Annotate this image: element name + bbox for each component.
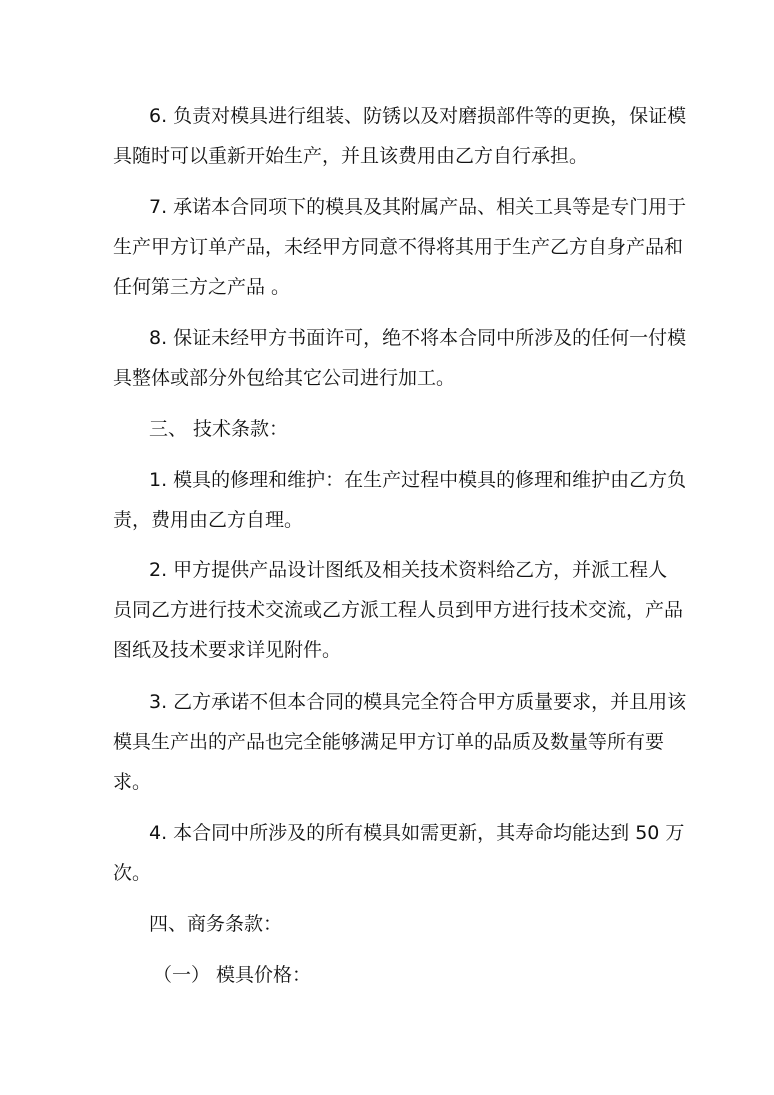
clause-8-line-1: 8. 保证未经甲方书面许可，绝不将本合同中所涉及的任何一付模 (149, 327, 687, 349)
tech-clause-3-line-2: 模具生产出的产品也完全能够满足甲方订单的品质及数量等所有要 (113, 731, 665, 753)
clause-7-line-1: 7. 承诺本合同项下的模具及其附属产品、相关工具等是专门用于 (149, 196, 687, 218)
tech-clause-1-line-2: 责，费用由乙方自理。 (113, 509, 304, 531)
tech-clause-3 (113, 682, 687, 802)
clause-7-line-3: 任何第三方之产品 。 (113, 276, 291, 298)
clause-6 (113, 96, 687, 176)
clause-8-line-2: 具整体或部分外包给其它公司进行加工。 (113, 367, 456, 389)
tech-clause-4-line-2: 次。 (113, 862, 152, 884)
clause-6-line-1: 6. 负责对模具进行组装、防锈以及对磨损部件等的更换，保证模 (149, 105, 687, 127)
section-4-subheading: （一） 模具价格： (153, 964, 312, 986)
tech-clause-2-line-3: 图纸及技术要求详见附件。 (113, 639, 342, 661)
tech-clause-2-line-2: 员同乙方进行技术交流或乙方派工程人员到甲方进行技术交流，产品 (113, 599, 684, 621)
tech-clause-2-line-1: 2. 甲方提供产品设计图纸及相关技术资料给乙方，并派工程人 (149, 559, 668, 581)
clause-7-line-2: 生产甲方订单产品，未经甲方同意不得将其用于生产乙方自身产品和 (113, 236, 684, 258)
tech-clause-1 (113, 460, 687, 540)
tech-clause-2 (113, 550, 684, 670)
tech-clause-3-line-1: 3. 乙方承诺不但本合同的模具完全符合甲方质量要求，并且用该 (149, 691, 687, 713)
section-4-heading: 四、商务条款： (149, 913, 283, 935)
tech-clause-3-line-3: 求。 (113, 771, 152, 793)
tech-clause-4 (113, 813, 685, 893)
section-3-heading: 三、 技术条款： (149, 418, 289, 440)
tech-clause-4-line-1: 4. 本合同中所涉及的所有模具如需更新，其寿命均能达到 50 万 (149, 822, 685, 844)
tech-clause-1-line-1: 1. 模具的修理和维护：在生产过程中模具的修理和维护由乙方负 (149, 469, 687, 491)
clause-7 (113, 187, 687, 307)
clause-8 (113, 318, 687, 398)
clause-6-line-2: 具随时可以重新开始生产，并且该费用由乙方自行承担。 (113, 145, 589, 167)
